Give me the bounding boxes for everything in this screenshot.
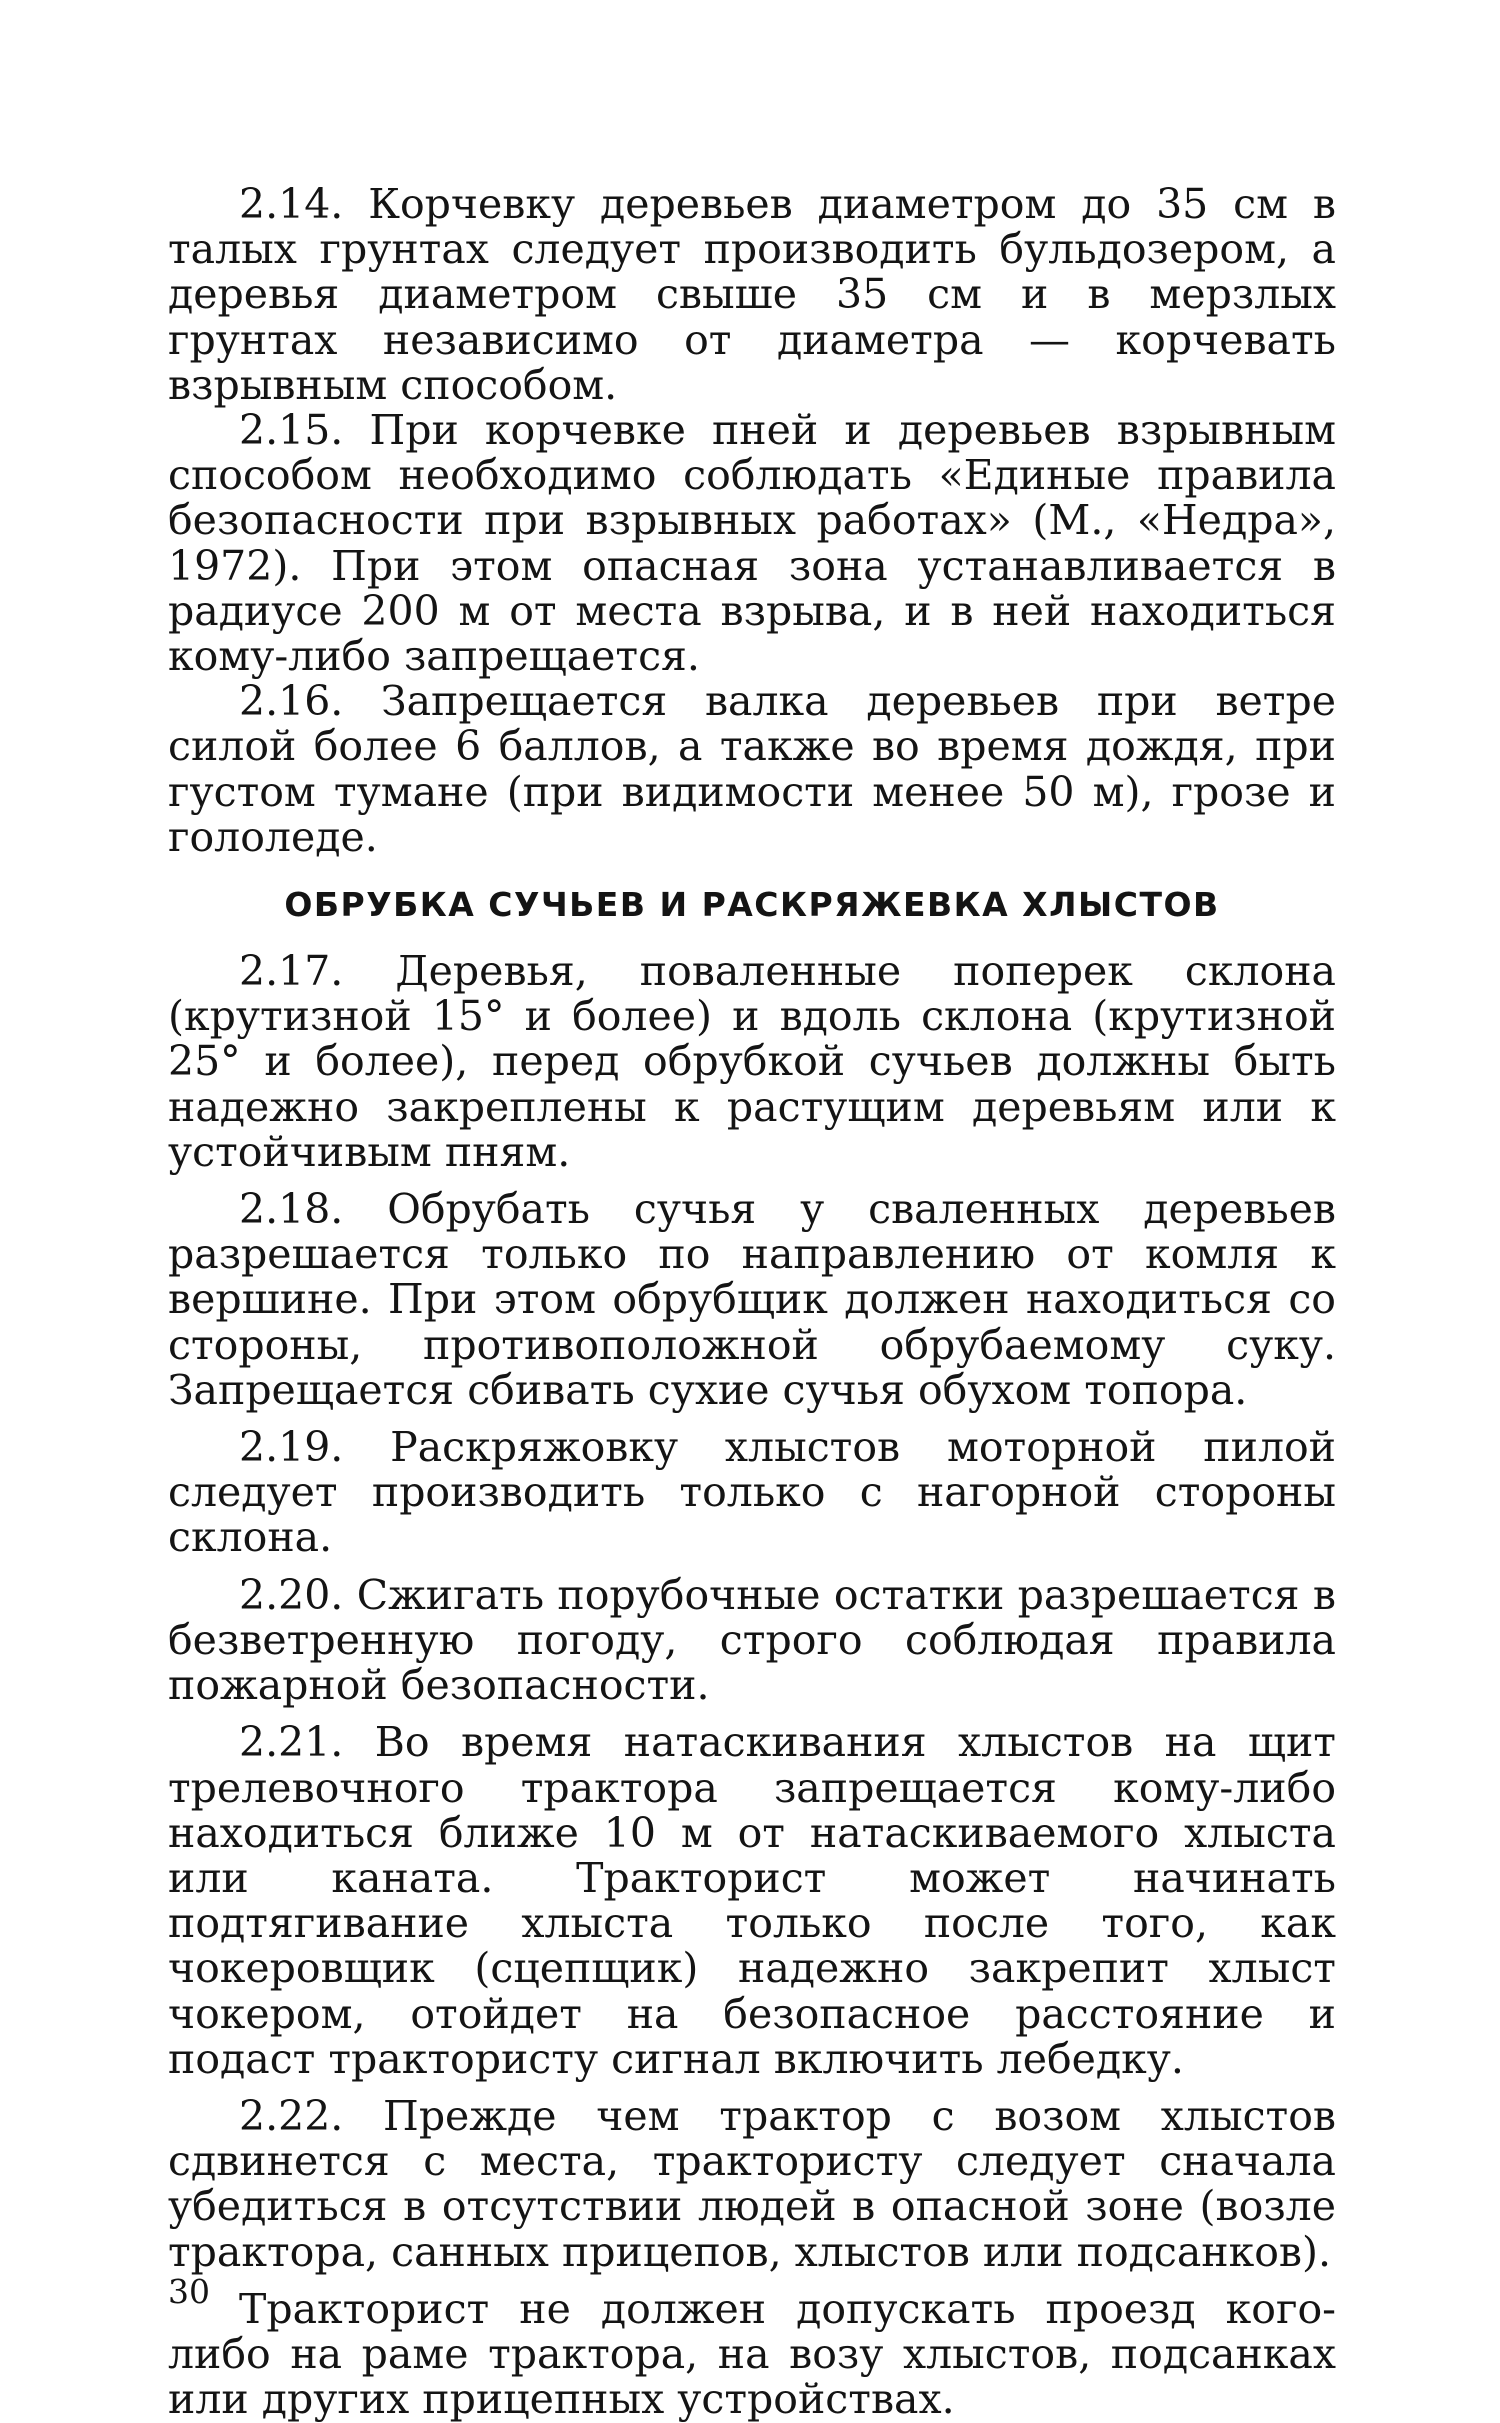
paragraph-2-14: 2.14. Корчевку деревьев диаметром до 35 см в талых грунтах следует производить бульдозером, а деревья диаметром свыше 35 см и в мерзлых грунтах независимо от диаметра — корчевать взрывным способом. — [168, 180, 1336, 409]
paragraph-2-18: 2.18. Обрубать сучья у сваленных деревьев разрешается только по направлению от комля к вершине. При этом обрубщик должен находиться со стороны, противоположной обрубаемому суку. Запрещается сбивать сухие сучья обухом топора. — [168, 1185, 1336, 1414]
body-text — [168, 182, 1336, 2422]
paragraph-2-16: 2.16. Запрещается валка деревьев при ветре силой более 6 баллов, а также во время дождя, при густом тумане (при видимости менее 50 м), грозе и гололеде. — [168, 677, 1336, 861]
paragraph-2-15: 2.15. При корчевке пней и деревьев взрывным способом необходимо соблюдать «Единые правила безопасности при взрывных работах» (М., «Недра», 1972). При этом опасная зона устанавливается в радиусе 200 м от места взрыва, и в ней находиться кому-либо запрещается. — [168, 406, 1336, 681]
paragraph-2-19: 2.19. Раскряжовку хлыстов моторной пилой следует производить только с нагорной стороны склона. — [168, 1423, 1336, 1562]
paragraph-2-22: 2.22. Прежде чем трактор с возом хлыстов сдвинется с места, трактористу следует сначала убедиться в отсутствии людей в опасной зоне (возле трактора, санных прицепов, хлыстов или подсанков). — [168, 2091, 1336, 2276]
page-number: 30 — [168, 2272, 210, 2311]
section-heading: ОБРУБКА СУЧЬЕВ И РАСКРЯЖЕВКА ХЛЫСТОВ — [284, 885, 1220, 925]
paragraph-2-20: 2.20. Сжигать порубочные остатки разрешается в безветренную погоду, строго соблюдая правила пожарной безопасности. — [168, 1570, 1336, 1710]
paragraph-2-21: 2.21. Во время натаскивания хлыстов на щит трелевочного трактора запрещается кому-либо находиться ближе 10 м от натаскиваемого хлыста или каната. Тракторист может начинать подтягивание хлыста только после того, как чокеровщик (сцепщик) надежно закрепит хлыст чокером, отойдет на безопасное расстояние и подаст трактористу сигнал включить лебедку. — [168, 1718, 1336, 2083]
paragraph-tractor-driver: Тракторист не должен допускать проезд кого-либо на раме трактора, на возу хлыстов, подсанках или других прицепных устройствах. — [168, 2284, 1336, 2423]
paragraph-2-17: 2.17. Деревья, поваленные поперек склона (крутизной 15° и более) и вдоль склона (крутизной 25° и более), перед обрубкой сучьев должны быть надежно закреплены к растущим деревьям или к устойчивым пням. — [168, 947, 1336, 1176]
